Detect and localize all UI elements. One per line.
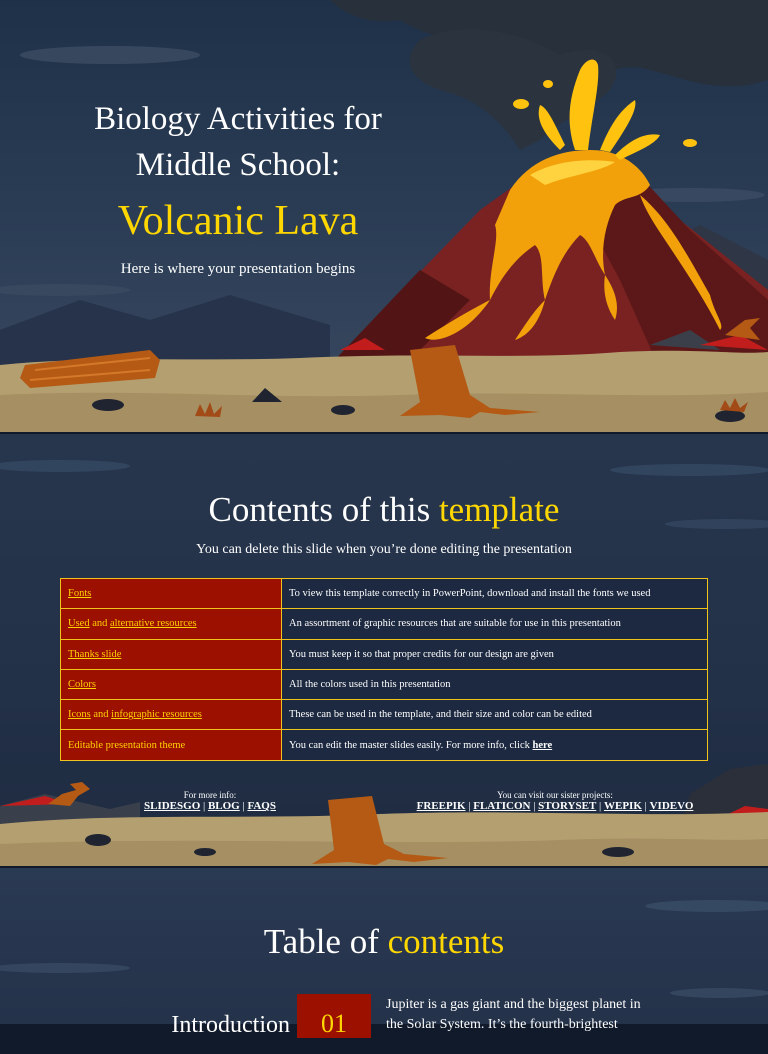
used-link[interactable]: Used bbox=[68, 618, 90, 630]
freepik-link[interactable]: FREEPIK bbox=[416, 800, 466, 812]
slide-3[interactable] bbox=[0, 868, 768, 1038]
editable-theme-label: Editable presentation theme bbox=[61, 730, 282, 760]
toc-item-number: 01 bbox=[297, 994, 371, 1038]
table-row bbox=[61, 700, 708, 730]
section-title-plain: Contents of this bbox=[208, 490, 439, 529]
fonts-link[interactable]: Fonts bbox=[68, 588, 92, 600]
table-row bbox=[61, 579, 708, 609]
slide-subtitle: Here is where your presentation begins bbox=[120, 261, 356, 277]
thanks-slide-link[interactable]: Thanks slide bbox=[68, 648, 122, 660]
footer-right bbox=[400, 790, 710, 812]
alternative-resources-link[interactable]: alternative resources bbox=[110, 618, 197, 630]
separator: | bbox=[465, 800, 474, 812]
videvo-link[interactable]: VIDEVO bbox=[649, 800, 694, 812]
row-description: All the colors used in this presentation bbox=[282, 669, 708, 699]
faqs-link[interactable]: FAQS bbox=[247, 800, 276, 812]
separator: | bbox=[239, 800, 248, 812]
contents-table bbox=[60, 578, 708, 761]
here-link[interactable]: here bbox=[532, 739, 553, 751]
footer-left bbox=[120, 790, 300, 812]
toc-item-description: Jupiter is a gas giant and the biggest planet in the Solar System. It’s the fourth-brightest bbox=[386, 997, 641, 1032]
title-highlight: Volcanic Lava bbox=[117, 198, 359, 244]
table-row bbox=[61, 639, 708, 669]
toc-title-plain: Table of bbox=[263, 922, 388, 961]
toc-item-title: Introduction bbox=[171, 1012, 290, 1038]
and-text: and bbox=[89, 618, 111, 630]
separator: | bbox=[641, 800, 650, 812]
row-description: These can be used in the template, and their size and color can be edited bbox=[282, 700, 708, 730]
section-subtitle: You can delete this slide when you’re done editing the presentation bbox=[196, 542, 572, 557]
storyset-link[interactable]: STORYSET bbox=[538, 800, 597, 812]
and-text: and bbox=[90, 709, 112, 721]
slide-2[interactable] bbox=[0, 434, 768, 866]
table-row bbox=[61, 730, 708, 760]
row-description: An assortment of graphic resources that are suitable for use in this presentation bbox=[282, 609, 708, 639]
table-row bbox=[61, 609, 708, 639]
row-description: You can edit the master slides easily. For more info, click bbox=[289, 739, 533, 751]
title-line-1: Biology Activities for bbox=[94, 101, 382, 137]
footer-right-label: You can visit our sister projects: bbox=[497, 790, 613, 800]
infographic-resources-link[interactable]: infographic resources bbox=[111, 709, 202, 721]
flaticon-link[interactable]: FLATICON bbox=[473, 800, 531, 812]
toc-title bbox=[0, 920, 768, 964]
separator: | bbox=[200, 800, 208, 812]
row-description: To view this template correctly in PowerPoint, download and install the fonts we used bbox=[282, 579, 708, 609]
footer-left-label: For more info: bbox=[183, 790, 237, 800]
separator: | bbox=[530, 800, 539, 812]
table-row bbox=[61, 669, 708, 699]
section-title-highlight: template bbox=[438, 490, 560, 529]
wepik-link[interactable]: WEPIK bbox=[603, 800, 642, 812]
slidesgo-link[interactable]: SLIDESGO bbox=[144, 800, 201, 812]
slide-1[interactable] bbox=[0, 0, 768, 432]
title-line-2: Middle School: bbox=[135, 147, 341, 183]
colors-link[interactable]: Colors bbox=[68, 679, 97, 691]
separator: | bbox=[596, 800, 604, 812]
icons-link[interactable]: Icons bbox=[68, 709, 91, 721]
row-description: You must keep it so that proper credits for our design are given bbox=[282, 639, 708, 669]
blog-link[interactable]: BLOG bbox=[207, 800, 240, 812]
toc-title-highlight: contents bbox=[387, 922, 505, 961]
section-title bbox=[0, 488, 768, 532]
